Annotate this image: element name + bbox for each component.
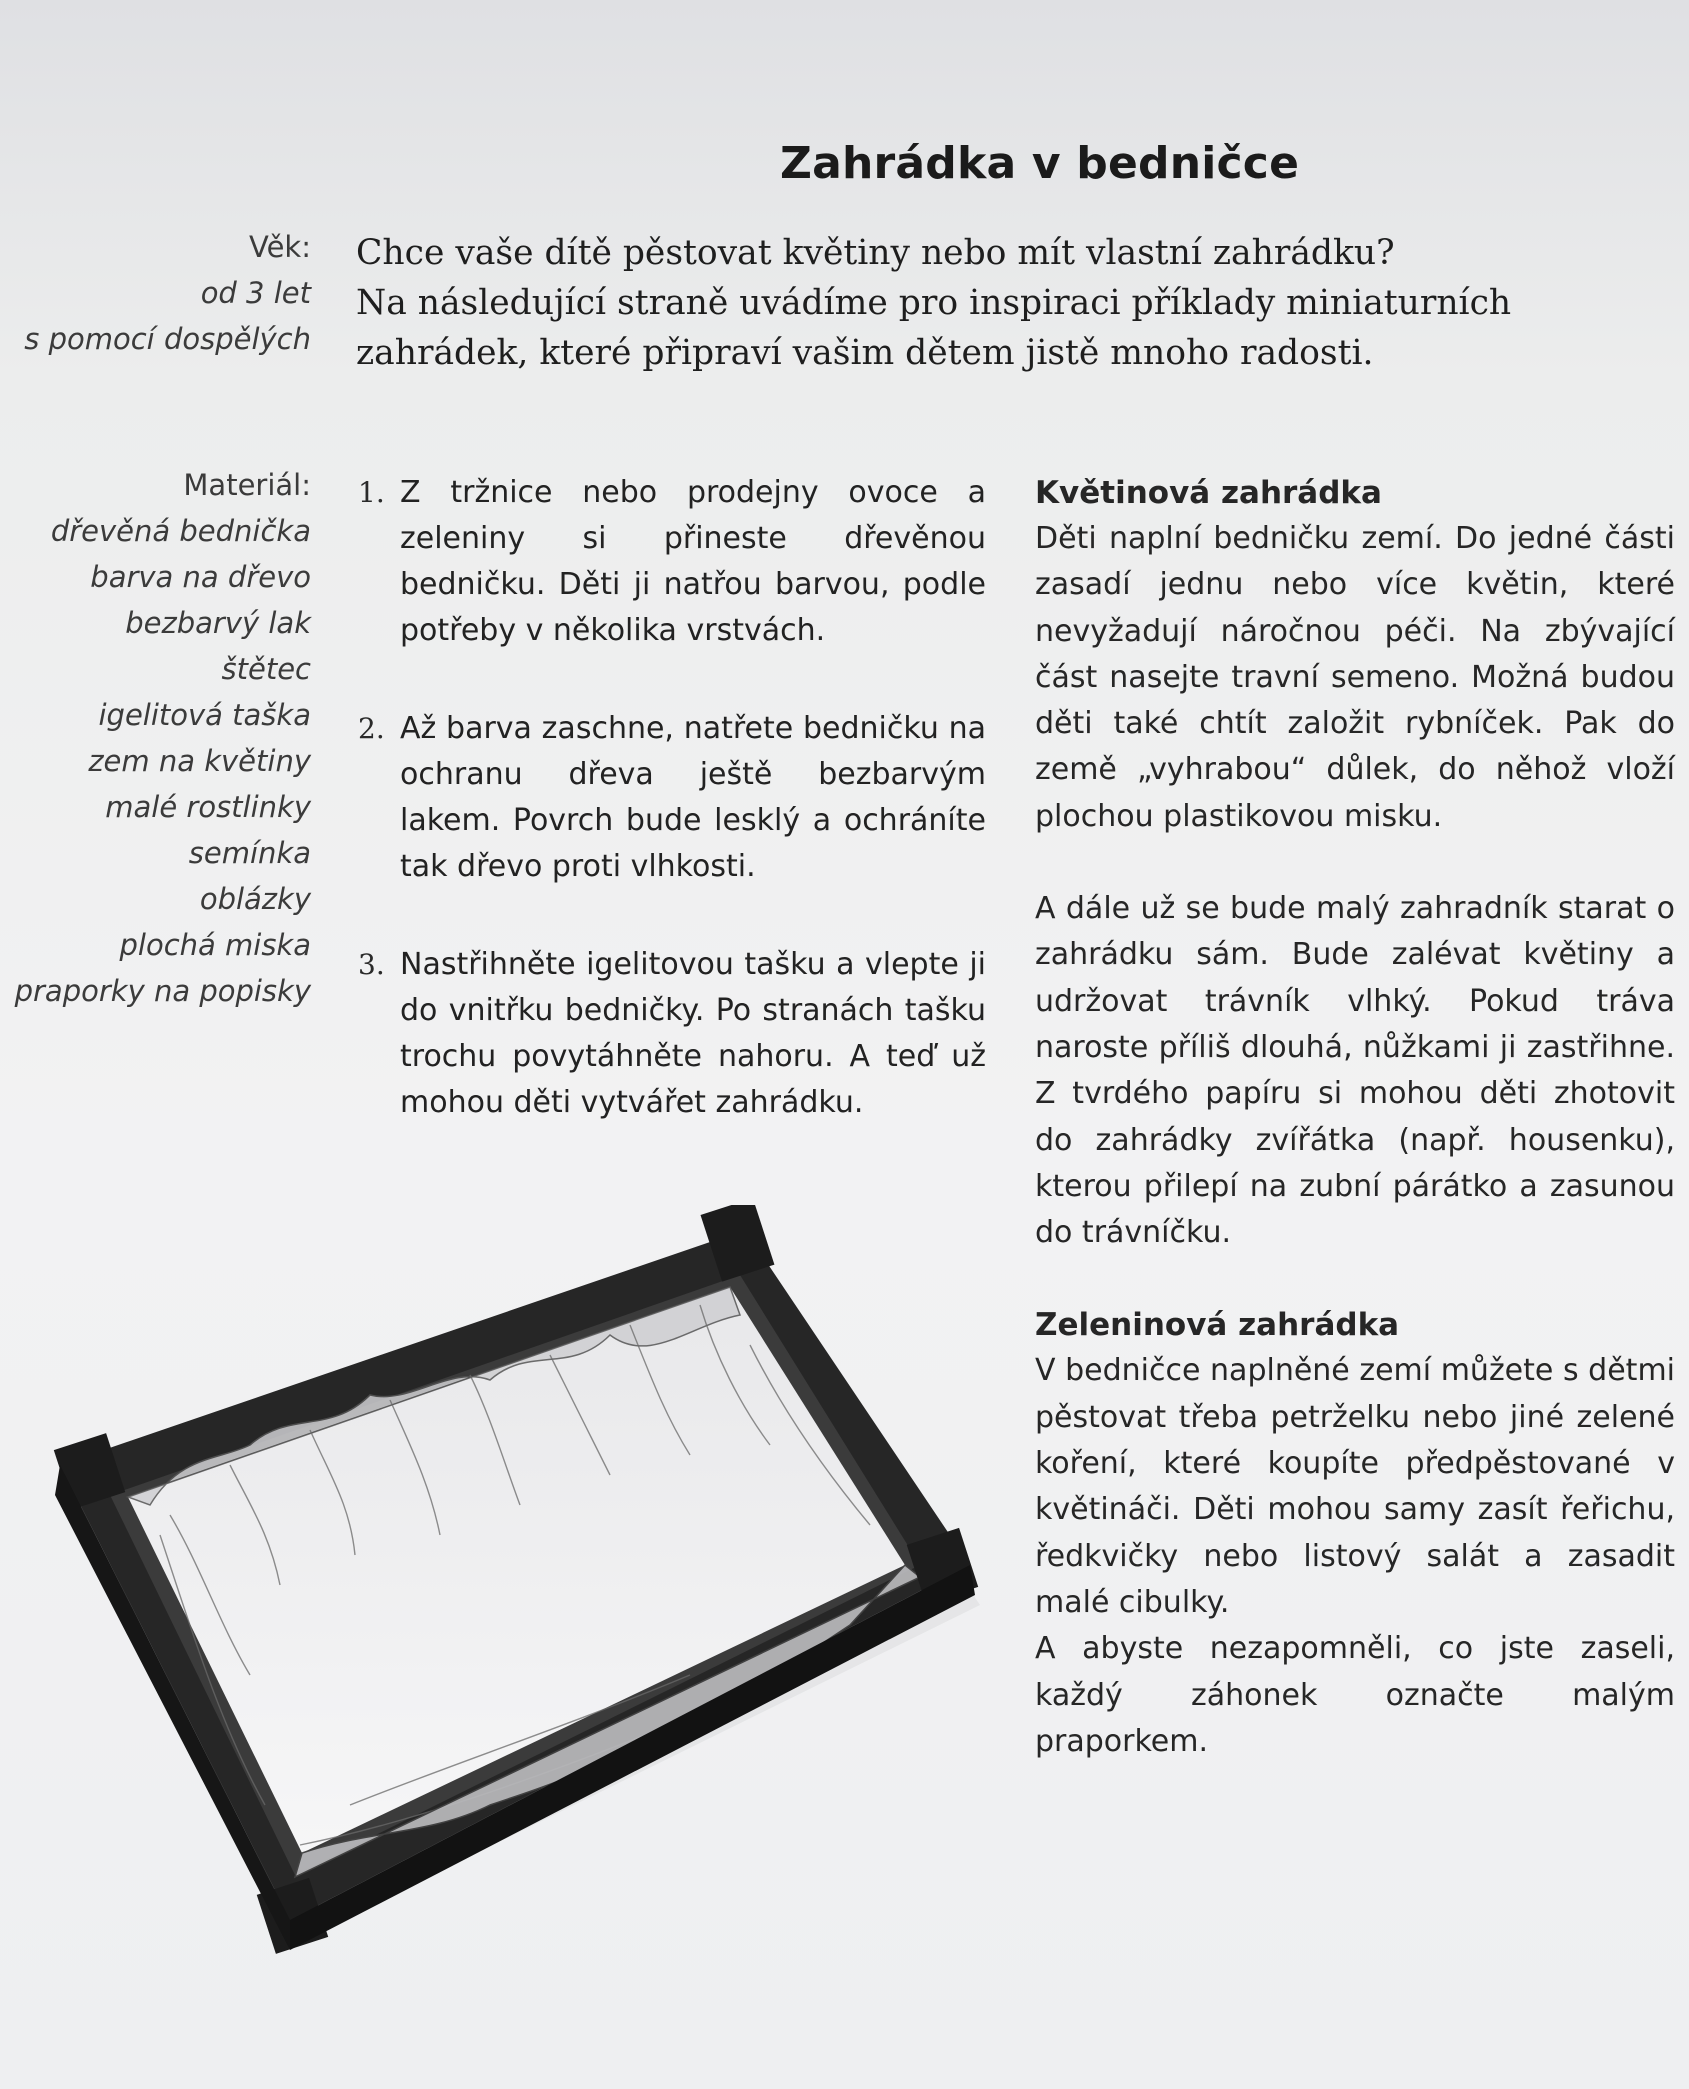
step-text: Až barva zaschne, natřete bedničku na ochranu dřeva ještě bezbarvým lakem. Povrch bude lesklý a ochráníte tak dřevo proti vlhkosti. [400, 711, 986, 884]
material-item: oblázky [199, 882, 311, 916]
material-item: dřevěná bednička [50, 514, 311, 548]
flower-garden-heading: Květinová zahrádka [1035, 475, 1382, 511]
vegetable-garden-paragraph: V bedničce naplněné zemí můžete s dětmi pěstovat třeba petrželku nebo jiné zelené koření, které koupíte předpěstované v květináči. Děti mohou samy zasít řeřichu, ředkvičky nebo listový salát a zasadit malé cibulky. [1035, 1353, 1675, 1620]
vegetable-garden-heading: Zeleninová zahrádka [1035, 1307, 1400, 1344]
flower-garden-paragraph: A dále už se bude malý zahradník starat o zahrádku sám. Bude zalévat květiny a udržovat trávník vlhký. Pokud tráva naroste příliš dlouhá, nůžkami ji zastřihne. Z tvrdého papíru si mohou děti zhotovit do zahrádky zvířátka (např. housenku), kterou přilepí na zubní párátko a zasunou do trávníčku. [1035, 891, 1675, 1251]
materials-label: Materiál: [183, 468, 311, 502]
material-item: malé rostlinky [105, 790, 311, 824]
step-text: Z tržnice nebo prodejny ovoce a zeleniny si přineste dřevěnou bedničku. Děti ji natřou barvou, podle potřeby v několika vrstvách. [400, 475, 986, 648]
age-block [24, 224, 311, 362]
material-item: praporky na popisky [14, 974, 311, 1008]
crate-drawing [50, 1205, 1000, 2005]
intro-line: Na následující straně uvádíme pro inspiraci příklady miniaturních [356, 283, 1512, 323]
flower-garden-paragraph: Děti naplní bedničku zemí. Do jedné části zasadí jednu nebo více květin, které nevyžadují náročnou péči. Na zbývající část nasejte travní semeno. Možná budou děti také chtít založit rybníček. Pak do země „vyhrabou“ důlek, do něhož vloží plochou plastikovou misku. [1035, 521, 1675, 834]
step [356, 470, 986, 654]
material-item: štětec [221, 652, 311, 686]
intro-line: Chce vaše dítě pěstovat květiny nebo mít vlastní zahrádku? [356, 233, 1395, 273]
instruction-steps [356, 470, 986, 1178]
age-line: od 3 let [200, 276, 311, 310]
crate-illustration [50, 1205, 1000, 2005]
material-item: semínka [188, 836, 311, 870]
step-number: 2. [358, 712, 385, 745]
material-item: plochá miska [119, 928, 311, 962]
step-number: 3. [358, 948, 385, 981]
step-number: 1. [358, 476, 385, 509]
material-item: igelitová taška [98, 698, 311, 732]
step [356, 706, 986, 890]
intro-line: zahrádek, které připraví vašim dětem jistě mnoho radosti. [356, 333, 1374, 373]
right-column [1035, 470, 1675, 1765]
material-item: barva na dřevo [90, 560, 311, 594]
step [356, 942, 986, 1126]
material-item: zem na květiny [88, 744, 311, 778]
intro-paragraph [356, 228, 1586, 378]
page-title: Zahrádka v bedničce [780, 138, 1300, 189]
step-text: Nastřihněte igelitovou tašku a vlepte ji do vnitřku bedničky. Po stranách tašku trochu povytáhněte nahoru. A teď už mohou děti vytvářet zahrádku. [400, 947, 986, 1120]
materials-list [15, 462, 311, 1014]
age-label: Věk: [249, 230, 311, 264]
vegetable-garden-paragraph: A abyste nezapomněli, co jste zaseli, každý záhonek označte malým praporkem. [1035, 1631, 1675, 1759]
material-item: bezbarvý lak [125, 606, 311, 640]
age-line: s pomocí dospělých [24, 322, 311, 356]
